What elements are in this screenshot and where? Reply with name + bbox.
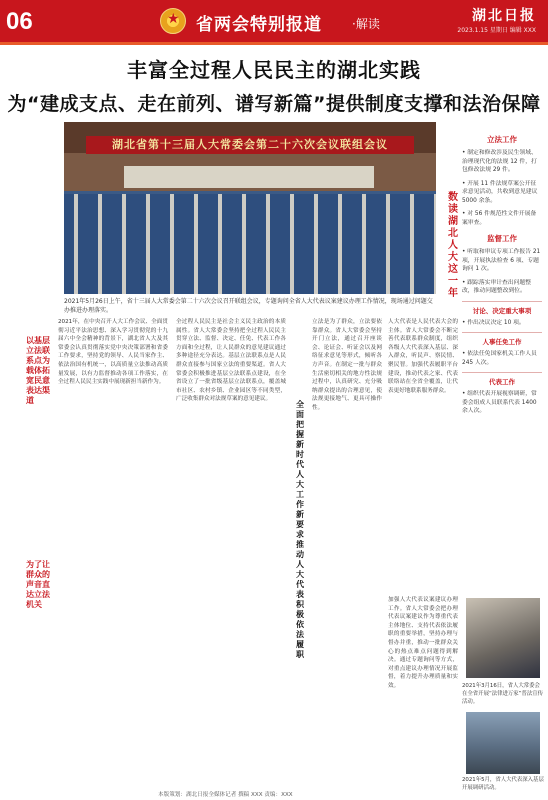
meeting-photo [64,122,436,294]
meeting-banner: 湖北省第十三届人大常委会第二十六次会议联组会议 [86,136,414,154]
header-stripe [0,42,548,45]
article-column: 全过程人民民主是社会主义民主政治的本质属性。省人大常委会坚持把全过程人民民主贯穿立法、监督、决定、任免、代表工作各方面和全过程，让人民群众的意见建议通过多种途径充分表达。基层立法联系点是人民群众直接参与国家立法的重要渠道。省人大常委会积极推进基层立法联系点建设，在全省设立了一批省级基层立法联系点，覆盖城市社区、农村乡镇、企业园区等不同类型，广泛收集群众对法规草案的意见建议。 [176,319,286,403]
right-sidebar [462,128,542,421]
sidebar-item: • 开展 11 件法规草案公开征求意见活动，共收到意见建议 5000 余条。 [462,180,538,204]
small-photo [466,598,540,678]
article-column: 加强人大代表议案建议办理工作。省人大常委会把办理代表议案建议作为尊重代表主体地位、支持代表依法履职的重要举措，坚持办理与督办并重，推动一批群众关心的热点难点问题得到解决。通过专题询问等方式，对重点建议办理情况开展监督，着力提升办理质量和实效。 [388,597,458,689]
section-heading: 为了让群众的声音直达立法机关 [26,560,50,609]
section-subtitle: ·解读 [352,17,380,31]
article-column: 立法是为了群众，立法要依靠群众。省人大常委会坚持开门立法，通过召开座谈会、论证会、听证会以及网络征求意见等形式，倾听各方声音。在制定一批与群众生活密切相关的地方性法规过程中，认真研究、充分吸纳群众提出的合理意见，使法规更接地气、更具可操作性。 [312,319,382,411]
photo-caption: 2021年5月26日上午，省十三届人大常委会第二十六次会议召开联组会议，专题询问全省人大代表议案建议办理工作情况，现场通过问题交办推进办理落实。 [64,298,433,314]
sidebar-title-legislation: 立法工作 [487,135,517,144]
stage [124,166,374,188]
article-column: 人大代表是人民代表大会的主体。省人大常委会不断完善代表联系群众制度，组织各级人大代表深入基层、深入群众，听民声、察民情、聚民智。加强代表履职平台建设，推动代表之家、代表联络站在全省全覆盖，让代表更好地联系服务群众。 [388,319,458,394]
article-column: 2021年，在中央召开人大工作会议、全面贯彻习近平法治思想、深入学习贯彻党的十九届六中全会精神的背景下，湖北省人大及其常委会认真贯彻落实党中央决策部署和省委工作要求，坚持党的领导、人民当家作主、依法治国有机统一，以高质量立法推动高质量发展，以有力监督推动各项工作落实，在全过程人民民主实践中展现新担当新作为。 [58,319,168,386]
headline [0,54,548,116]
small-photo-caption: 2021年3月16日，省人大常委会在全省开展“法律进万家”普法宣传活动。 [462,683,544,705]
emblem-icon [160,8,186,34]
sidebar-item: • 制定和修改涉及民生领域、治理现代化的法规 12 件，打包修改法规 29 件。 [462,150,537,173]
section-heading: 推动人大代表积极依法履职 [296,540,304,659]
small-photo-caption: 2021年5月，省人大代表深入基层开展调研活动。 [462,777,544,791]
sidebar-item: • 作出决议决定 10 项。 [462,319,525,326]
small-photo [466,712,540,774]
page-number: 06 [6,8,33,35]
sidebar-item: • 听取和审议专项工作报告 21 项，开展执法检查 6 项、专题询问 1 次。 [462,249,541,272]
audience-seats [64,194,436,294]
paper-logo [457,5,536,34]
paper-name: 湖北日报 [472,8,536,24]
sidebar-bar-decisions: 讨论、决定重大事项 [462,301,542,315]
sidebar-item: • 依法任免国家机关工作人员 245 人次。 [462,351,537,366]
page-header [0,0,548,42]
sidebar-bar-appointments: 人事任免工作 [462,332,542,346]
section-heading: 全面把握新时代人大工作新要求 [296,400,304,539]
sidebar-item: • 组织代表开展视察调研，常委会组成人员联系代表 1400 余人次。 [462,391,537,414]
sidebar-bar-deputies: 代表工作 [462,372,542,386]
section-heading: 以基层立法联系点为载体拓宽民意表达渠道 [26,336,50,405]
headline-sub: 为“建成支点、走在前列、谱写新篇”提供制度支撑和法治保障 [7,93,541,115]
footer-credits: 本版策划：湖北日报全媒体记者 撰稿 XXX 责编：XXX [158,792,293,798]
sidebar-item: • 跟踪落实审计查出问题整改，推动问题整改到位。 [462,279,532,294]
sidebar-item: • 对 56 件规范性文件开展备案审查。 [462,211,537,226]
section-title: 省两会特别报道 [196,15,322,35]
headline-main: 丰富全过程人民民主的湖北实践 [127,58,421,82]
sidebar-title-supervision: 监督工作 [487,234,517,243]
vertical-label: 数读湖北人大这一年 [448,192,458,299]
paper-meta: 2023.1.15 星期日 编辑 XXX [457,27,536,34]
